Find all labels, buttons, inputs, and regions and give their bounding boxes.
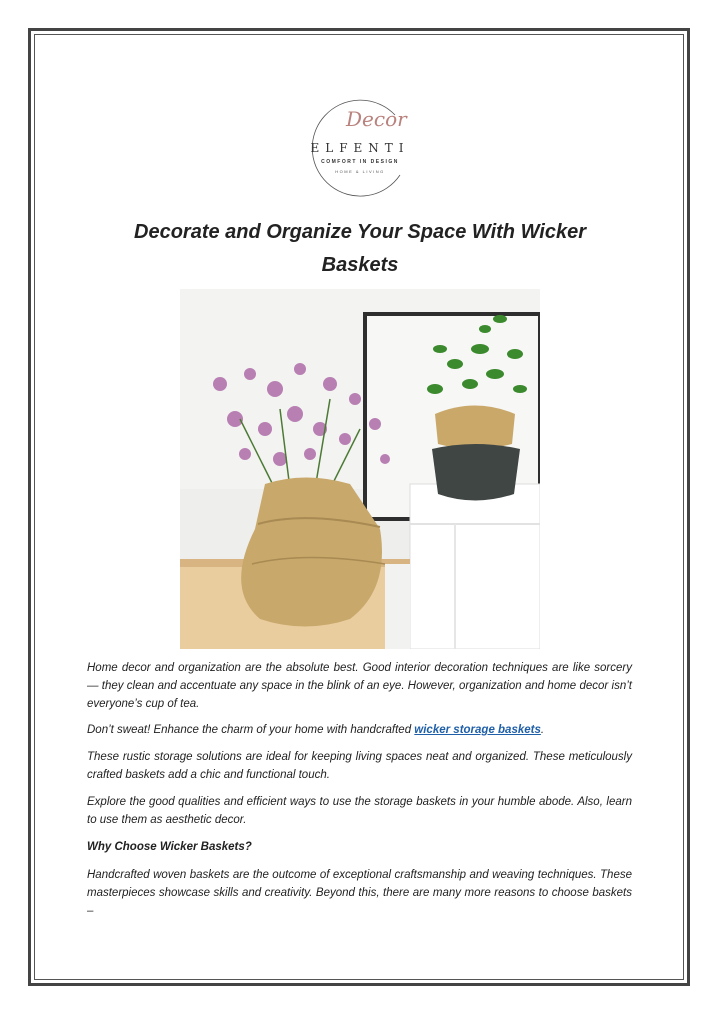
logo-tagline: COMFORT IN DESIGN xyxy=(321,159,399,165)
logo-wordmark: ELFENTI xyxy=(310,141,410,155)
paragraph-craftsmanship: Handcrafted woven baskets are the outcome of exceptional craftsmanship and weaving techniques. These masterpieces showcase skills and creativity. Beyond this, there are many more reasons to choose baskets – xyxy=(87,869,632,917)
logo-script-text: Decor xyxy=(346,107,407,131)
paragraph-enhance-end: . xyxy=(540,724,545,736)
paragraph-enhance-text: Don’t sweat! Enhance the charm of your home with handcrafted xyxy=(87,724,415,736)
paragraph-rustic: These rustic storage solutions are ideal for keeping living spaces neat and organized. These meticulously crafted baskets add a chic and functional touch. xyxy=(87,751,632,781)
wicker-baskets-photo xyxy=(180,289,540,649)
logo-subtitle: HOME & LIVING xyxy=(335,169,385,174)
section-heading: Why Choose Wicker Baskets? xyxy=(87,841,252,853)
paragraph-explore: Explore the good qualities and efficient ways to use the storage baskets in your humble abode. Also, learn to use them as aesthetic decor. xyxy=(87,796,632,826)
article-title: Decorate and Organize Your Space With Wicker Baskets xyxy=(134,221,586,276)
paragraph-enhance xyxy=(87,721,632,739)
wicker-storage-baskets-link[interactable]: wicker storage baskets xyxy=(414,724,541,736)
paragraph-intro: Home decor and organization are the absolute best. Good interior decoration techniques are like sorcery — they clean and accentuate any space in the blink of an eye. However, organization and home decor isn’t everyone’s cup of tea. xyxy=(87,662,632,710)
